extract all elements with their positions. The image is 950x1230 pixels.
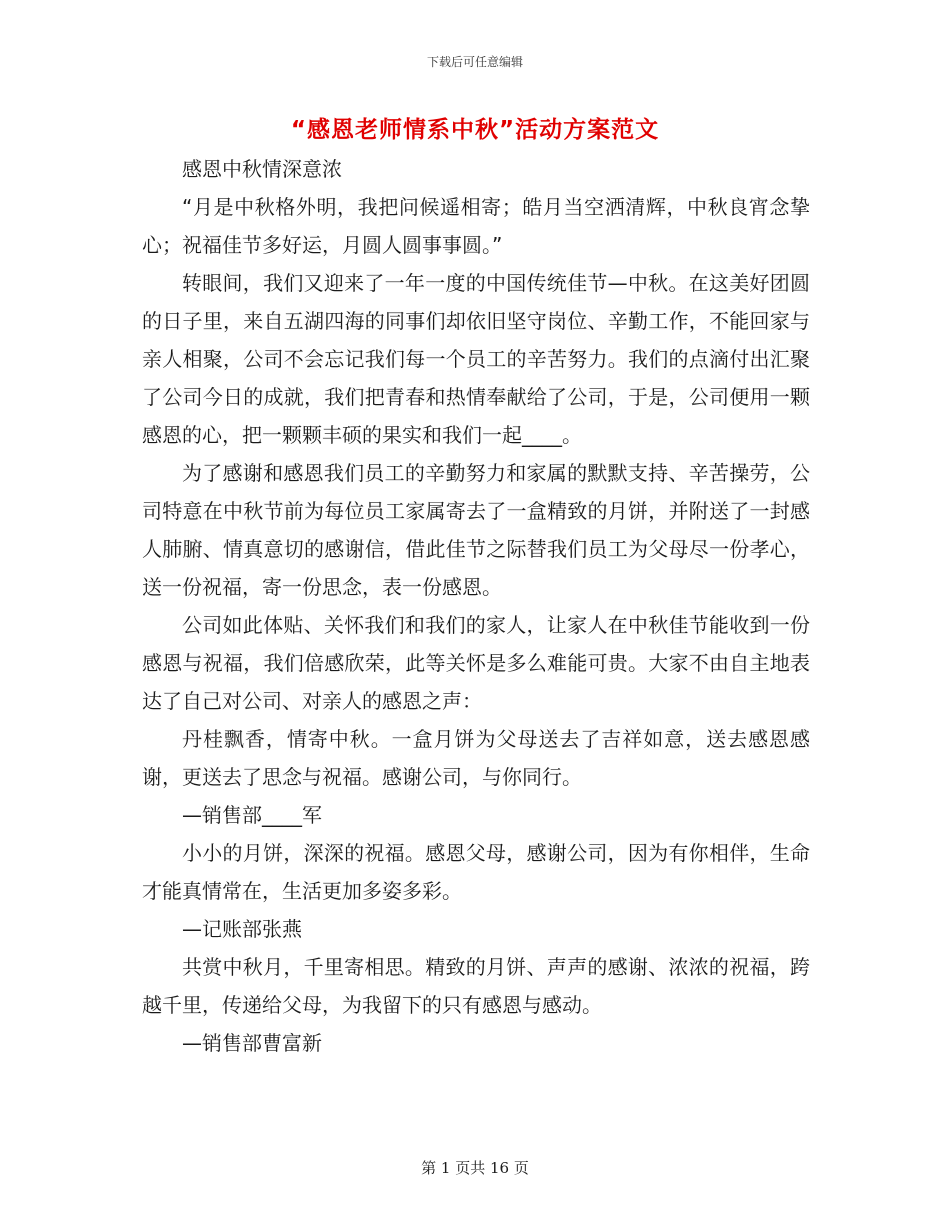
document-title: “感恩老师情系中秋”活动方案范文 (290, 117, 660, 143)
paragraph-signature: —记账部张燕 (182, 917, 302, 941)
page-number: 第 1 页共 16 页 (421, 1159, 529, 1177)
paragraph: 转眼间，我们又迎来了一年一度的中国传统佳节—中秋。在这美好团圆的日子里，来自五湖四海的同事们却依旧坚守岗位、辛勤工作，不能回家与亲人相聚，公司不会忘记我们每一个员工的辛苦努力。我们的点滴付出汇聚了公司今日的成就，我们把青春和热情奉献给了公司，于是，公司便用一颗感恩的心，把一颗颗丰硕的果实和我们一起____。 (142, 271, 810, 447)
paragraph-signature: —销售部____军 (182, 803, 322, 827)
page-header: 下载后可任意编辑 (426, 55, 523, 69)
paragraph-signature: —销售部曹富新 (182, 1031, 322, 1055)
paragraph: 共赏中秋月，千里寄相思。精致的月饼、声声的感谢、浓浓的祝福，跨越千里，传递给父母，为我留下的只有感恩与感动。 (142, 955, 810, 1017)
paragraph: 公司如此体贴、关怀我们和我们的家人，让家人在中秋佳节能收到一份感恩与祝福，我们倍感欣荣，此等关怀是多么难能可贵。大家不由自主地表达了自己对公司、对亲人的感恩之声： (142, 613, 810, 713)
paragraph: 小小的月饼，深深的祝福。感恩父母，感谢公司，因为有你相伴，生命才能真情常在，生活更加多姿多彩。 (142, 841, 810, 903)
document-body (142, 150, 810, 1062)
paragraph: 丹桂飘香，情寄中秋。一盒月饼为父母送去了吉祥如意，送去感恩感谢，更送去了思念与祝福。感谢公司，与你同行。 (142, 727, 810, 789)
paragraph-subtitle: 感恩中秋情深意浓 (182, 157, 342, 181)
paragraph: 为了感谢和感恩我们员工的辛勤努力和家属的默默支持、辛苦操劳，公司特意在中秋节前为每位员工家属寄去了一盒精致的月饼，并附送了一封感人肺腑、情真意切的感谢信，借此佳节之际替我们员工为父母尽一份孝心，送一份祝福，寄一份思念，表一份感恩。 (142, 461, 810, 599)
paragraph-poem: “月是中秋格外明，我把问候遥相寄；皓月当空洒清辉，中秋良宵念挚心；祝福佳节多好运，月圆人圆事事圆。” (142, 195, 810, 257)
